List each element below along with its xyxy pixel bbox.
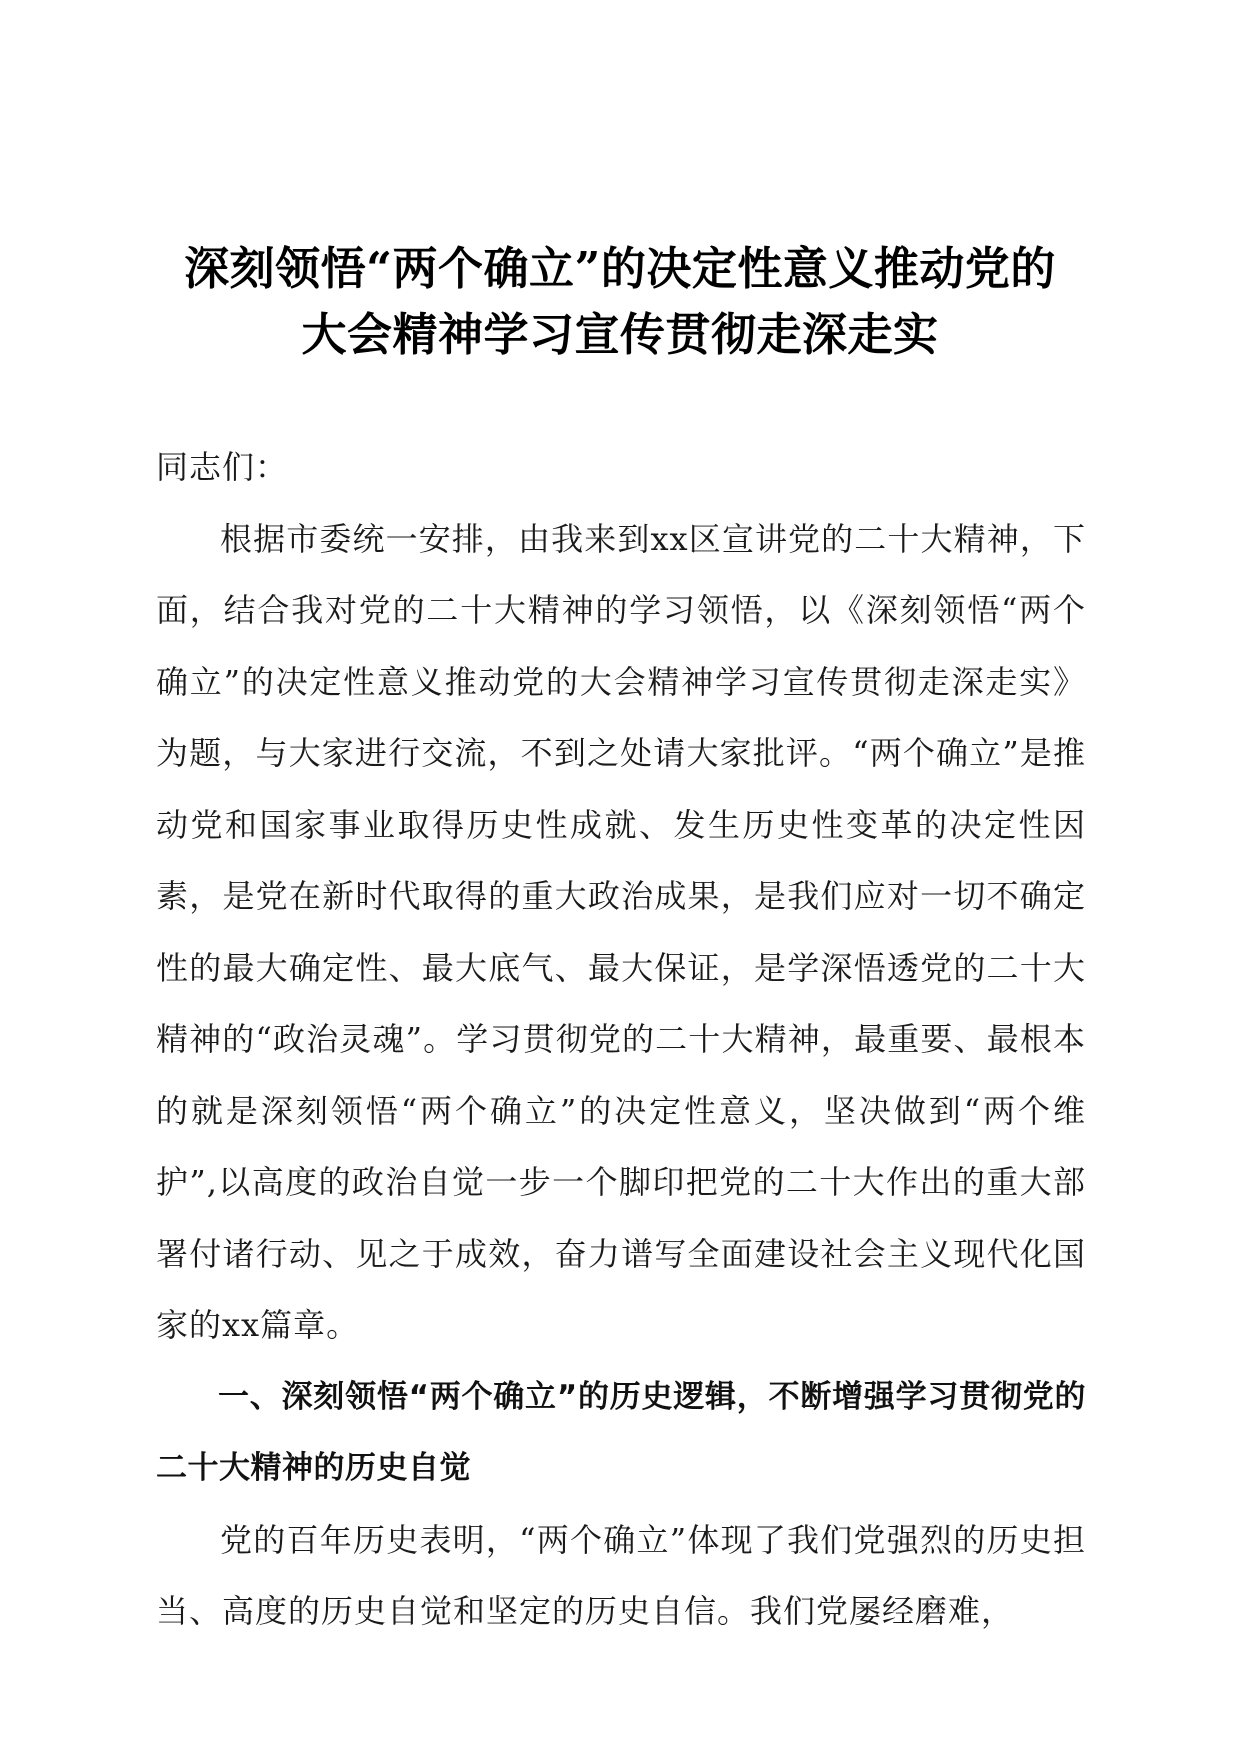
paragraph-history: 党的百年历史表明，“两个确立”体现了我们党强烈的历史担当、高度的历史自觉和坚定的历史自信。我们党屡经磨难， xyxy=(156,1520,1086,1630)
salutation: 同志们： xyxy=(156,448,289,486)
document-title xyxy=(140,236,1100,368)
title-line-2: 大会精神学习宣传贯彻走深走实 xyxy=(301,308,939,361)
title-line-1: 深刻领悟“两个确立”的决定性意义推动党的 xyxy=(184,242,1056,295)
section-heading-1: 一、深刻领悟“两个确立”的历史逻辑，不断增强学习贯彻党的二十大精神的历史自觉 xyxy=(156,1378,1086,1486)
document-body xyxy=(156,432,1086,1648)
paragraph-intro: 根据市委统一安排，由我来到xx区宣讲党的二十大精神，下面，结合我对党的二十大精神的学习领悟，以《深刻领悟“两个确立”的决定性意义推动党的大会精神学习宣传贯彻走深走实》为题，与大家进行交流，不到之处请大家批评。“两个确立”是推动党和国家事业取得历史性成就、发生历史性变革的决定性因素，是党在新时代取得的重大政治成果，是我们应对一切不确定性的最大确定性、最大底气、最大保证，是学深悟透党的二十大精神的“政治灵魂”。学习贯彻党的二十大精神，最重要、最根本的就是深刻领悟“两个确立”的决定性意义，坚决做到“两个维护”,以高度的政治自觉一步一个脚印把党的二十大作出的重大部署付诸行动、见之于成效，奋力谱写全面建设社会主义现代化国家的xx篇章。 xyxy=(156,519,1086,1344)
